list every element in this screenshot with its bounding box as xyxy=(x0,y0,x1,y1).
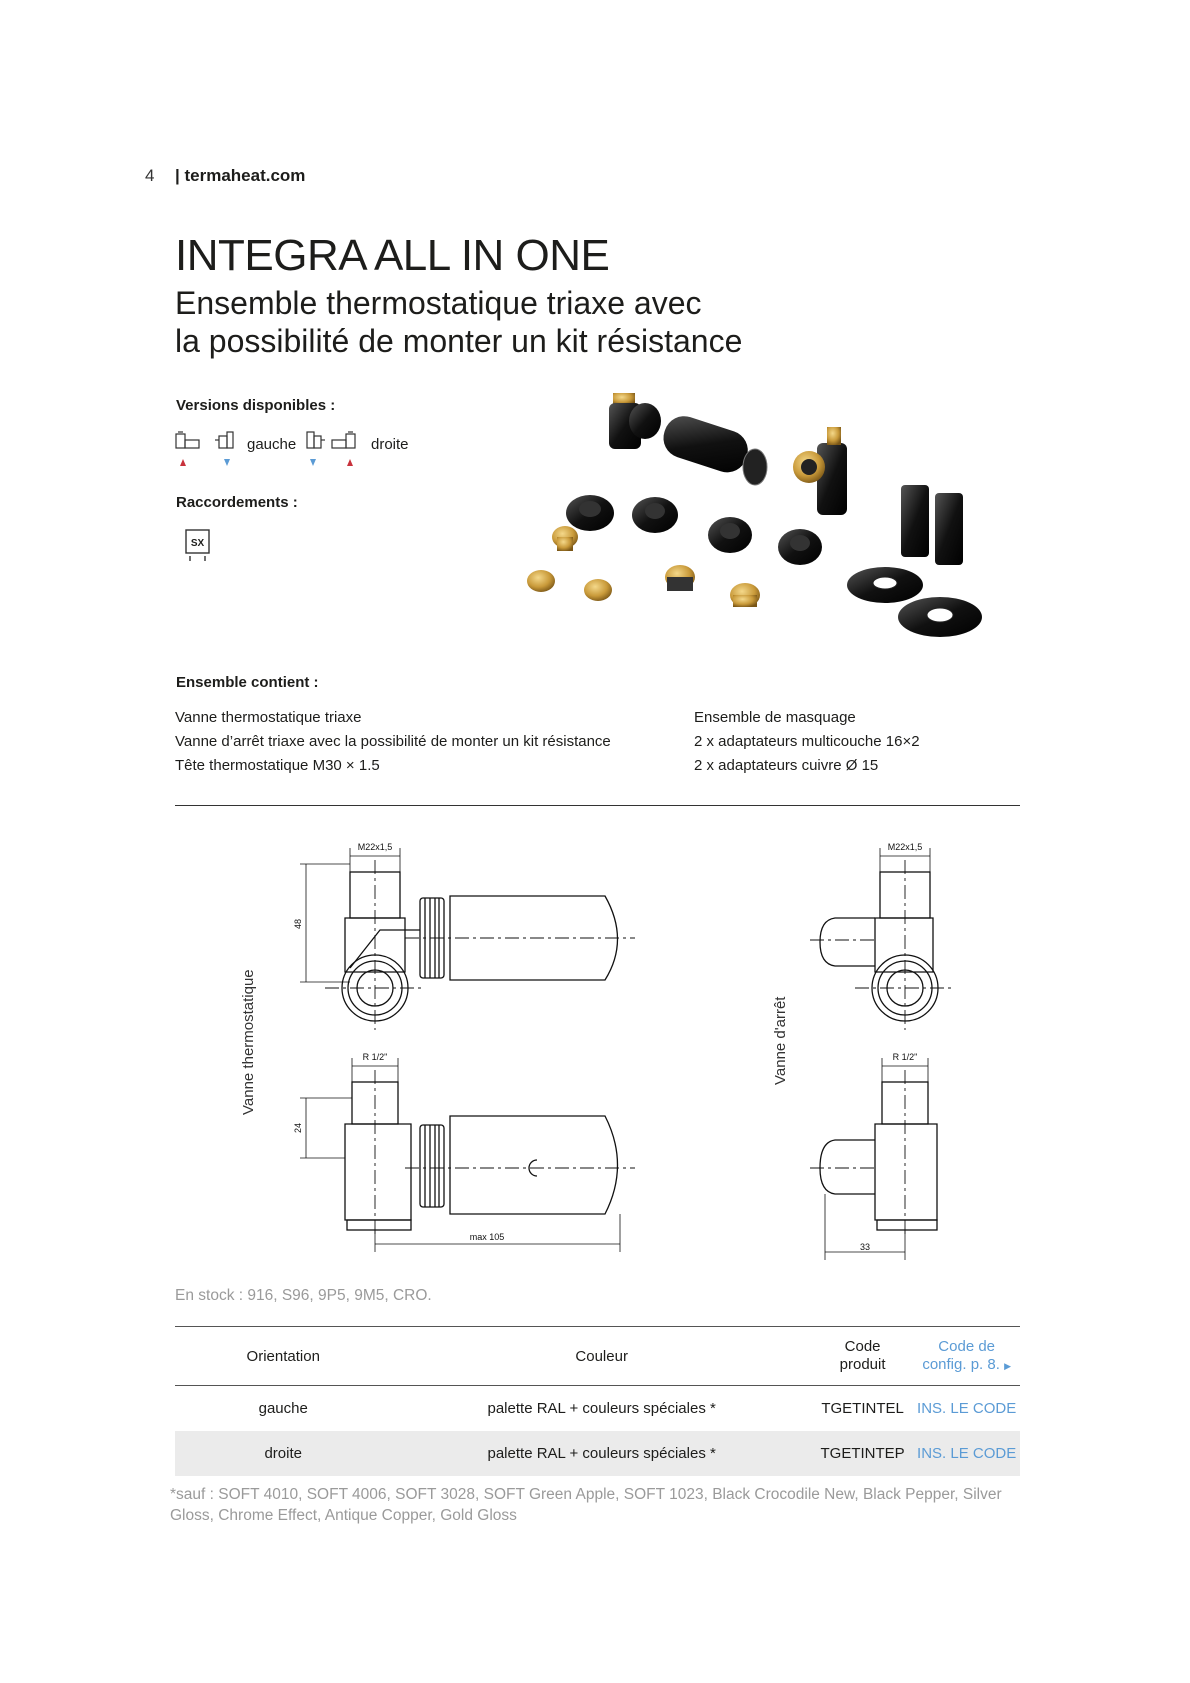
cell-color: palette RAL + couleurs spéciales * xyxy=(391,1431,811,1476)
header-config-line: Code de xyxy=(938,1337,996,1355)
list-item: Vanne thermostatique triaxe xyxy=(175,709,362,726)
cell-color: palette RAL + couleurs spéciales * xyxy=(487,1400,716,1417)
dim-thread-top-left: M22x1,5 xyxy=(357,842,393,852)
arrow-down-blue-icon xyxy=(310,459,316,466)
arrow-up-red-icon xyxy=(180,459,186,466)
version-gauche-label: gauche xyxy=(247,436,297,453)
table-row xyxy=(175,1431,1020,1476)
list-item: Vanne d’arrêt triaxe avec la possibilité de monter un kit résistance xyxy=(175,733,611,750)
valve-angle-icon xyxy=(332,432,355,448)
valve-angle-icon xyxy=(176,432,199,448)
cell-config-link[interactable]: INS. LE CODE xyxy=(917,1400,1017,1417)
arrow-up-red-icon xyxy=(347,459,353,466)
versions-heading: Versions disponibles : xyxy=(176,397,336,414)
cell-orientation: gauche xyxy=(258,1400,308,1417)
header-code-line: produit xyxy=(839,1356,886,1373)
list-item: Tête thermostatique M30 × 1.5 xyxy=(175,757,380,774)
list-item: 2 x adaptateurs cuivre Ø 15 xyxy=(694,757,879,774)
list-item: Ensemble de masquage xyxy=(694,709,856,726)
contents-right-list xyxy=(694,706,920,778)
arrow-down-blue-icon xyxy=(224,459,230,466)
connection-sx-icon xyxy=(184,528,214,564)
footnote: *sauf : SOFT 4010, SOFT 4006, SOFT 3028, SOFT Green Apple, SOFT 1023, Black Crocodile New, Black Pepper, Silver Gloss, Chrome Effect, Antique Copper, Gold Gloss xyxy=(170,1486,1002,1524)
header-config-code[interactable] xyxy=(913,1327,1020,1386)
label-shutoff-valve: Vanne d'arrêt xyxy=(772,996,789,1085)
cell-config-link[interactable]: INS. LE CODE xyxy=(913,1431,1020,1476)
version-droite-label: droite xyxy=(371,436,409,453)
subtitle-line: Ensemble thermostatique triaxe avec xyxy=(175,285,702,321)
versions-icons xyxy=(174,430,434,474)
page-subtitle xyxy=(175,284,742,360)
header-code-line: Code xyxy=(844,1338,881,1355)
valve-straight-icon xyxy=(307,432,325,448)
site-url[interactable]: | termaheat.com xyxy=(175,166,306,185)
dim-height-24: 24 xyxy=(293,1122,303,1134)
header-product-code xyxy=(812,1327,913,1386)
stock-text: En stock : 916, S96, 9P5, 9M5, CRO. xyxy=(175,1287,432,1304)
contents-left-list xyxy=(175,706,611,778)
cell-orientation: droite xyxy=(175,1431,391,1476)
header-config-line: config. p. 8. ▶ xyxy=(922,1355,1011,1373)
divider xyxy=(175,805,1020,806)
product-photo xyxy=(505,385,1005,645)
technical-drawing xyxy=(175,820,1020,1280)
connections-heading: Raccordements : xyxy=(176,494,298,511)
header-color: Couleur xyxy=(391,1327,811,1386)
table-row xyxy=(175,1386,1020,1432)
page-number: 4 xyxy=(145,166,155,185)
header-orientation: Orientation xyxy=(175,1327,391,1386)
dim-width-33: 33 xyxy=(859,1242,871,1252)
dim-thread-bottom-right: R 1/2" xyxy=(892,1052,918,1062)
list-item: 2 x adaptateurs multicouche 16×2 xyxy=(694,733,920,750)
dim-max-105: max 105 xyxy=(469,1232,505,1242)
table-header-row xyxy=(175,1327,1020,1386)
dim-thread-bottom-left: R 1/2" xyxy=(362,1052,388,1062)
caret-right-icon: ▶ xyxy=(1004,1360,1011,1371)
dim-thread-top-right: M22x1,5 xyxy=(887,842,923,852)
contents-heading: Ensemble contient : xyxy=(176,674,319,691)
dim-height-48: 48 xyxy=(293,918,303,930)
subtitle-line: la possibilité de monter un kit résistance xyxy=(175,323,743,359)
product-table xyxy=(175,1326,1020,1476)
cell-product-code: TGETINTEL xyxy=(821,1400,904,1417)
label-thermostatic-valve: Vanne thermostatique xyxy=(240,969,257,1115)
cell-product-code: TGETINTEP xyxy=(812,1431,913,1476)
page-title: INTEGRA ALL IN ONE xyxy=(175,231,610,280)
valve-straight-icon xyxy=(215,432,233,448)
connection-code: SX xyxy=(190,538,205,549)
